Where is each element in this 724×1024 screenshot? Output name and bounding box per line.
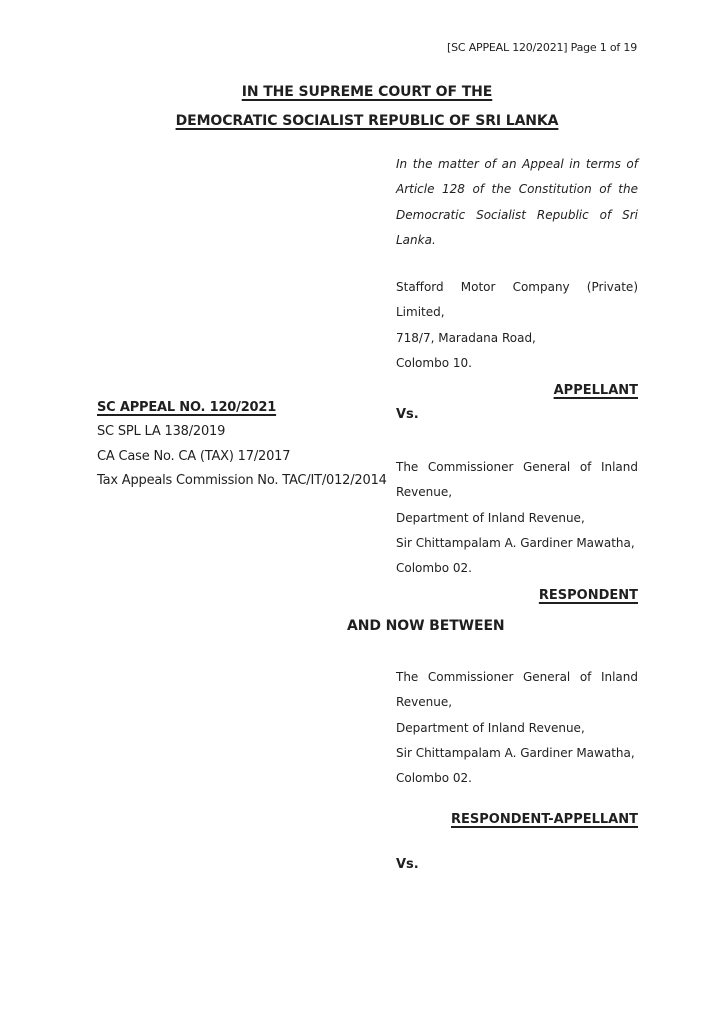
case-ref-line: CA Case No. CA (TAX) 17/2017 — [97, 448, 291, 464]
address-line: Sir Chittampalam A. Gardiner Mawatha, — [396, 745, 635, 760]
court-title-line2: DEMOCRATIC SOCIALIST REPUBLIC OF SRI LANKA — [175, 113, 559, 129]
address-line: Colombo 02. — [396, 561, 472, 576]
court-title-line1: IN THE SUPREME COURT OF THE — [241, 84, 493, 100]
respondent-appellant-label-text: RESPONDENT-APPELLANT — [451, 812, 638, 827]
address-line: Revenue, — [396, 485, 453, 500]
court-title-row1 — [97, 78, 637, 107]
vs-divider-1: Vs. — [396, 407, 419, 422]
address-line: Revenue, — [396, 695, 453, 710]
court-title — [97, 78, 637, 136]
case-number-main-text: SC APPEAL NO. 120/2021 — [97, 400, 277, 415]
address-line: Sir Chittampalam A. Gardiner Mawatha, — [396, 535, 635, 550]
respondent-appellant-label — [396, 807, 638, 832]
address-line: Stafford Motor Company (Private) — [396, 280, 638, 294]
respondent-label — [396, 583, 638, 608]
address-line: Department of Inland Revenue, — [396, 510, 585, 525]
matter-line: In the matter of an Appeal in terms of — [396, 157, 638, 171]
address-line: Colombo 10. — [396, 355, 472, 370]
case-number-main — [97, 396, 397, 420]
court-title-row2 — [97, 107, 637, 136]
matter-line: Democratic Socialist Republic of Sri — [396, 207, 638, 222]
respondent-address — [396, 455, 638, 581]
respondent-label-text: RESPONDENT — [538, 588, 638, 603]
page-header: [SC APPEAL 120/2021] Page 1 of 19 — [447, 41, 637, 54]
address-line: Limited, — [396, 305, 445, 320]
case-ref-line: Tax Appeals Commission No. TAC/IT/012/2014 — [97, 473, 387, 489]
appellant-label-text: APPELLANT — [553, 383, 638, 398]
and-now-between-heading: AND NOW BETWEEN — [347, 618, 505, 634]
case-reference-block — [97, 396, 397, 494]
address-line: 718/7, Maradana Road, — [396, 330, 536, 345]
matter-line: Lanka. — [396, 232, 436, 247]
appellant-label — [396, 378, 638, 403]
appellant-address — [396, 275, 638, 376]
vs-divider-2: Vs. — [396, 857, 419, 872]
case-ref-line: SC SPL LA 138/2019 — [97, 424, 226, 440]
address-line: Department of Inland Revenue, — [396, 720, 585, 735]
address-line: The Commissioner General of Inland — [396, 460, 638, 474]
address-line: Colombo 02. — [396, 771, 472, 786]
address-line: The Commissioner General of Inland — [396, 670, 638, 684]
matter-clause — [396, 152, 638, 253]
matter-line: Article 128 of the Constitution of the — [396, 182, 638, 197]
respondent-appellant-address — [396, 665, 638, 791]
